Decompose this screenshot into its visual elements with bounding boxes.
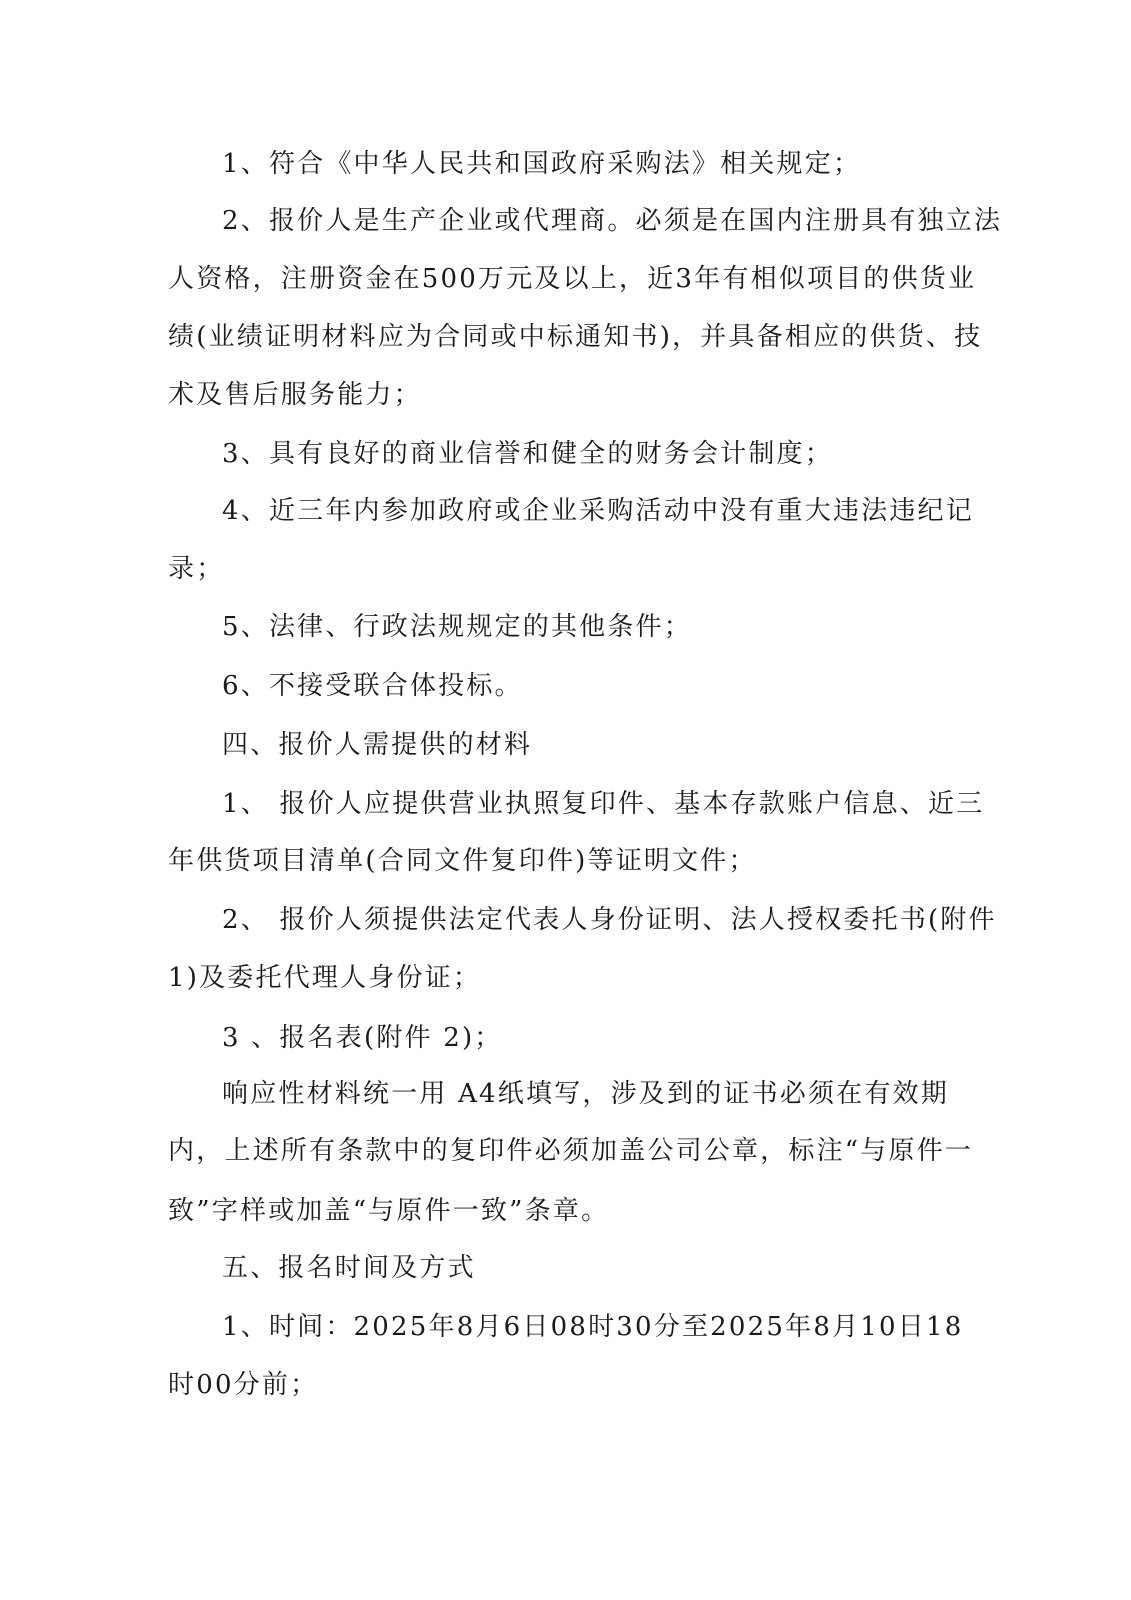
text-line: 6、不接受联合体投标。 [222,671,523,701]
text-line: 2、报价人是生产企业或代理商。必须是在国内注册具有独立法 [222,206,1003,236]
text-line: 录； [168,554,225,584]
text-line: 5、法律、行政法规规定的其他条件； [222,612,692,642]
text-line: 内，上述所有条款中的复印件必须加盖公司公章，标注“与原件一 [168,1136,974,1166]
text-line: 响应性材料统一用 A4纸填写，涉及到的证书必须在有效期 [222,1079,949,1109]
text-line: 1、 报价人应提供营业执照复印件、基本存款账户信息、近三 [222,789,985,819]
text-line: 术及售后服务能力； [168,380,422,410]
text-line: 4、近三年内参加政府或企业采购活动中没有重大违法违纪记 [222,496,974,526]
section-heading: 四、报价人需提供的材料 [222,730,533,760]
text-line: 1)及委托代理人身份证； [168,963,482,993]
text-line: 致”字样或加盖“与原件一致”条章。 [168,1196,610,1226]
text-line: 时00分前； [168,1370,319,1400]
text-line: 1、符合《中华人民共和国政府采购法》相关规定； [222,149,862,179]
text-line: 3、具有良好的商业信誉和健全的财务会计制度； [222,439,833,469]
text-line: 2、 报价人须提供法定代表人身份证明、法人授权委托书(附件 [222,905,997,935]
text-line: 人资格，注册资金在500万元及以上，近3年有相似项目的供货业 [168,264,977,294]
section-heading: 五、报名时间及方式 [222,1253,476,1283]
text-line: 3 、报名表(附件 2)； [222,1023,503,1053]
text-line: 年供货项目清单(合同文件复印件)等证明文件； [168,846,757,876]
text-line: 1、时间：2025年8月6日08时30分至2025年8月10日18 [222,1312,964,1342]
text-line: 绩(业绩证明材料应为合同或中标通知书)，并具备相应的供货、技 [168,322,983,352]
